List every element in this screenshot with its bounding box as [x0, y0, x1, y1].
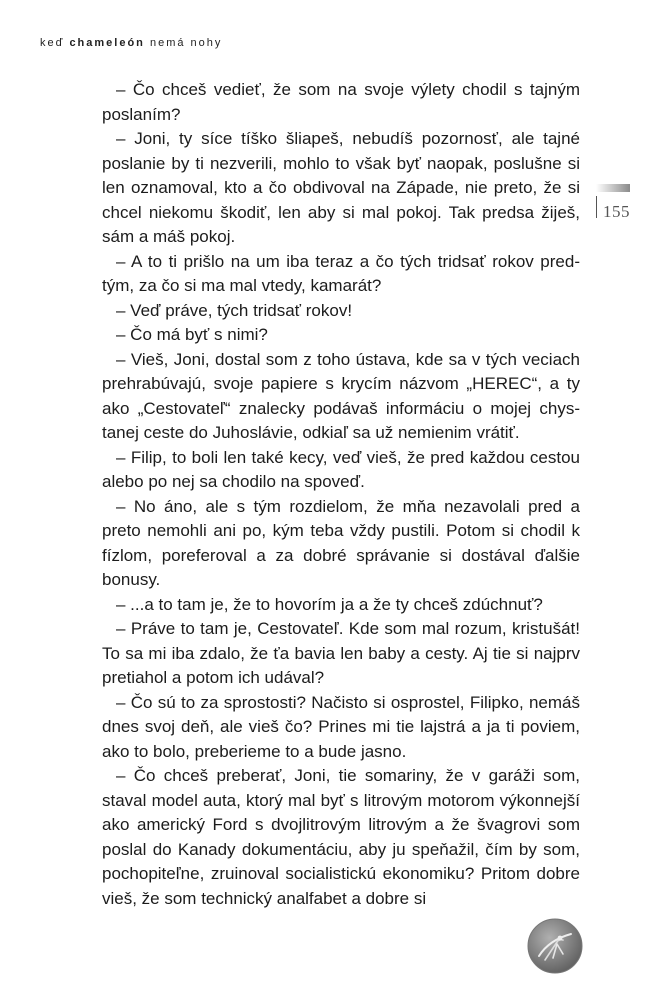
running-head-post: nemá nohy	[144, 37, 223, 49]
page-number-divider	[596, 196, 597, 218]
paragraph: – Veď práve, tých tridsať rokov!	[116, 300, 353, 320]
paragraph: – Čo chceš vedieť, že som na svoje výlety chodil s tajným poslaním?	[102, 80, 580, 124]
running-head-pre: keď	[40, 37, 70, 49]
paragraph: – Práve to tam je, Cestovateľ. Kde som mal rozum, kristušát! To sa mi iba zdalo, že ťa bavia len baby a cesty. Aj tie si najprv pretiahol a potom ich udával?	[102, 619, 580, 687]
paragraph: – Vieš, Joni, dostal som z toho ústava, kde sa v tých veciach prehrabúvajú, svoje papiere s krycím názvom „HEREC“, a ty ako „Cestovateľ“ znalecky podávaš informáciu o mojej chystanej ceste do Juhoslávie, odkiaľ sa už nemienim vrátiť.	[102, 349, 580, 442]
paragraph: – ...a to tam je, že to hovorím ja a že ty chceš zdúchnuť?	[116, 594, 543, 614]
paragraph: – No áno, ale s tým rozdielom, že mňa nezavolali pred a preto nemohli ani po, kým teba vždy pustili. Potom si chodil k fízlom, poreferoval a za dobré správanie si dostával ďalšie bonusy.	[102, 496, 580, 589]
paragraph: – Joni, ty síce tíško šliapeš, nebudíš pozornosť, ale tajné poslanie by ti nezverili, mohlo to však byť naopak, poslušne si len oznamoval, kto a čo obdivoval na Západe, nie preto, že si chcel niekomu škodiť, len aby si mal pokoj. Tak predsa žiješ, sám a máš pokoj.	[102, 129, 580, 246]
paragraph: – A to ti prišlo na um iba teraz a čo tých tridsať rokov predtým, za čo si ma mal vtedy, kamarát?	[102, 251, 580, 295]
paragraph: – Čo sú to za sprostosti? Načisto si osprostel, Filipko, nemáš dnes svoj deň, ale vieš čo? Prines mi tie lajstrá a ja ti poviem, ako to bolo, preberieme to a bude jasno.	[102, 692, 580, 761]
page-number-tab	[596, 184, 630, 192]
body-text	[102, 78, 580, 911]
running-head	[40, 37, 222, 49]
page-number: 155	[603, 202, 630, 221]
paragraph: – Čo chceš preberať, Joni, tie somariny, že v garáži som, staval model auta, ktorý mal byť s litrovým motorom výkonnejší ako americký Ford s dvojlitrovým litrovým a že švagrovi som poslal do Kanady dokumentáciu, aby ju speňažil, čím by som, pochopiteľne, zruinoval socialistickú ekonomiku? Pritom dobre vieš, že som technický analfabet a dobre si	[102, 766, 580, 908]
running-head-title-bold: chameleón	[69, 37, 145, 49]
publisher-logo-svg	[527, 918, 583, 974]
paragraph: – Čo má byť s nimi?	[116, 325, 268, 344]
paragraph: – Filip, to boli len také kecy, veď vieš, že pred každou cestou alebo po nej sa chodilo na spoveď.	[102, 447, 580, 491]
publisher-logo-icon	[527, 918, 583, 974]
